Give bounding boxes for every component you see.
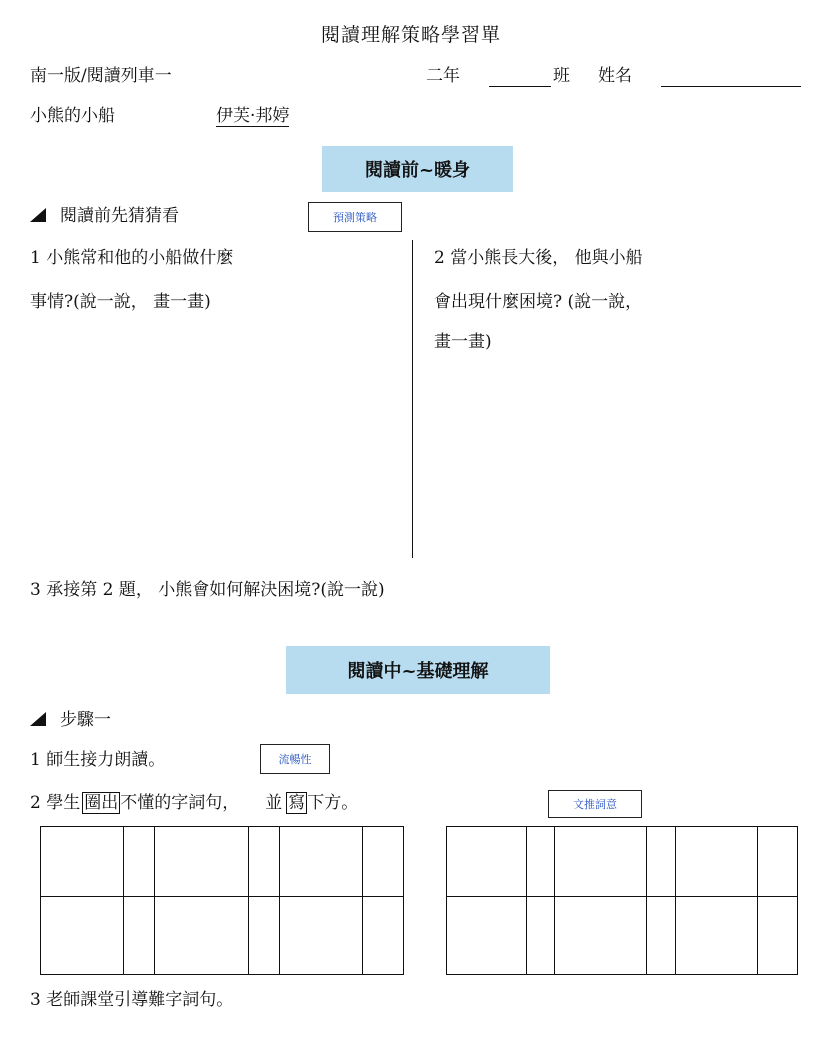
book-info: 南一版/閱讀列車一 bbox=[30, 66, 172, 86]
guess-heading: 閱讀前先猜猜看 bbox=[60, 206, 179, 226]
answer-grid-left[interactable] bbox=[40, 826, 404, 975]
step-2-suffix: 下方。 bbox=[307, 793, 359, 813]
grid-cell[interactable] bbox=[757, 897, 797, 975]
question-2-line-2: 會出現什麼困境? (說一說， bbox=[434, 292, 643, 312]
grid-cell[interactable] bbox=[447, 897, 527, 975]
grid-cell[interactable] bbox=[155, 897, 248, 975]
step-2-and: 並 bbox=[265, 793, 283, 813]
grid-cell[interactable] bbox=[526, 897, 555, 975]
grid-cell[interactable] bbox=[41, 897, 124, 975]
write-word: 寫 bbox=[288, 793, 306, 813]
grid-cell[interactable] bbox=[279, 897, 362, 975]
grid-cell[interactable] bbox=[124, 827, 155, 897]
triangle-bullet-icon bbox=[30, 712, 46, 726]
question-3: 3 承接第 2 題， 小熊會如何解決困境?(說一說) bbox=[30, 580, 385, 600]
infer-meaning-tag: 文推詞意 bbox=[548, 790, 642, 818]
section-band-before: 閱讀前~暖身 bbox=[322, 146, 513, 192]
step-2 bbox=[30, 792, 358, 814]
story-title: 小熊的小船 bbox=[30, 106, 115, 126]
grid-cell[interactable] bbox=[248, 897, 279, 975]
name-label: 姓名 bbox=[598, 66, 632, 86]
prediction-strategy-tag: 預測策略 bbox=[308, 202, 402, 232]
grade-blank[interactable] bbox=[489, 85, 551, 87]
column-divider bbox=[412, 240, 413, 558]
grid-cell[interactable] bbox=[757, 827, 797, 897]
section-band-during: 閱讀中~基礎理解 bbox=[286, 646, 550, 694]
grid-cell[interactable] bbox=[248, 827, 279, 897]
question-1-line-1: 1 小熊常和他的小船做什麼 bbox=[30, 248, 234, 268]
question-2-line-3: 畫一畫) bbox=[434, 332, 492, 352]
grid-cell[interactable] bbox=[362, 827, 403, 897]
question-2-line-1: 2 當小熊長大後， 他與小船 bbox=[434, 248, 643, 268]
step-1: 1 師生接力朗讀。 bbox=[30, 750, 166, 770]
step-heading: 步驟一 bbox=[60, 710, 111, 730]
page-title: 閱讀理解策略學習單 bbox=[320, 24, 501, 46]
triangle-bullet-icon bbox=[30, 208, 46, 222]
class-label: 班 bbox=[553, 66, 570, 86]
grid-cell[interactable] bbox=[279, 827, 362, 897]
grid-cell[interactable] bbox=[124, 897, 155, 975]
step-2-prefix: 2 學生 bbox=[30, 793, 81, 813]
grid-cell[interactable] bbox=[155, 827, 248, 897]
grade-label: 二年 bbox=[426, 66, 460, 86]
grid-cell[interactable] bbox=[362, 897, 403, 975]
grid-cell[interactable] bbox=[447, 827, 527, 897]
grid-cell[interactable] bbox=[647, 897, 676, 975]
grid-cell[interactable] bbox=[526, 827, 555, 897]
step-2-middle: 不懂的字詞句， bbox=[120, 793, 240, 813]
grid-cell[interactable] bbox=[555, 897, 647, 975]
author: 伊芙·邦婷 bbox=[216, 106, 290, 126]
fluency-tag: 流暢性 bbox=[260, 744, 330, 774]
grid-cell[interactable] bbox=[647, 827, 676, 897]
answer-grid-right[interactable] bbox=[446, 826, 798, 975]
question-1-line-2: 事情?(說一說， 畫一畫) bbox=[30, 292, 211, 312]
grid-cell[interactable] bbox=[555, 827, 647, 897]
grid-cell[interactable] bbox=[675, 827, 757, 897]
name-blank[interactable] bbox=[661, 85, 801, 87]
grid-cell[interactable] bbox=[675, 897, 757, 975]
step-3: 3 老師課堂引導難字詞句。 bbox=[30, 990, 234, 1010]
circle-out-word: 圈出 bbox=[84, 793, 119, 813]
grid-cell[interactable] bbox=[41, 827, 124, 897]
